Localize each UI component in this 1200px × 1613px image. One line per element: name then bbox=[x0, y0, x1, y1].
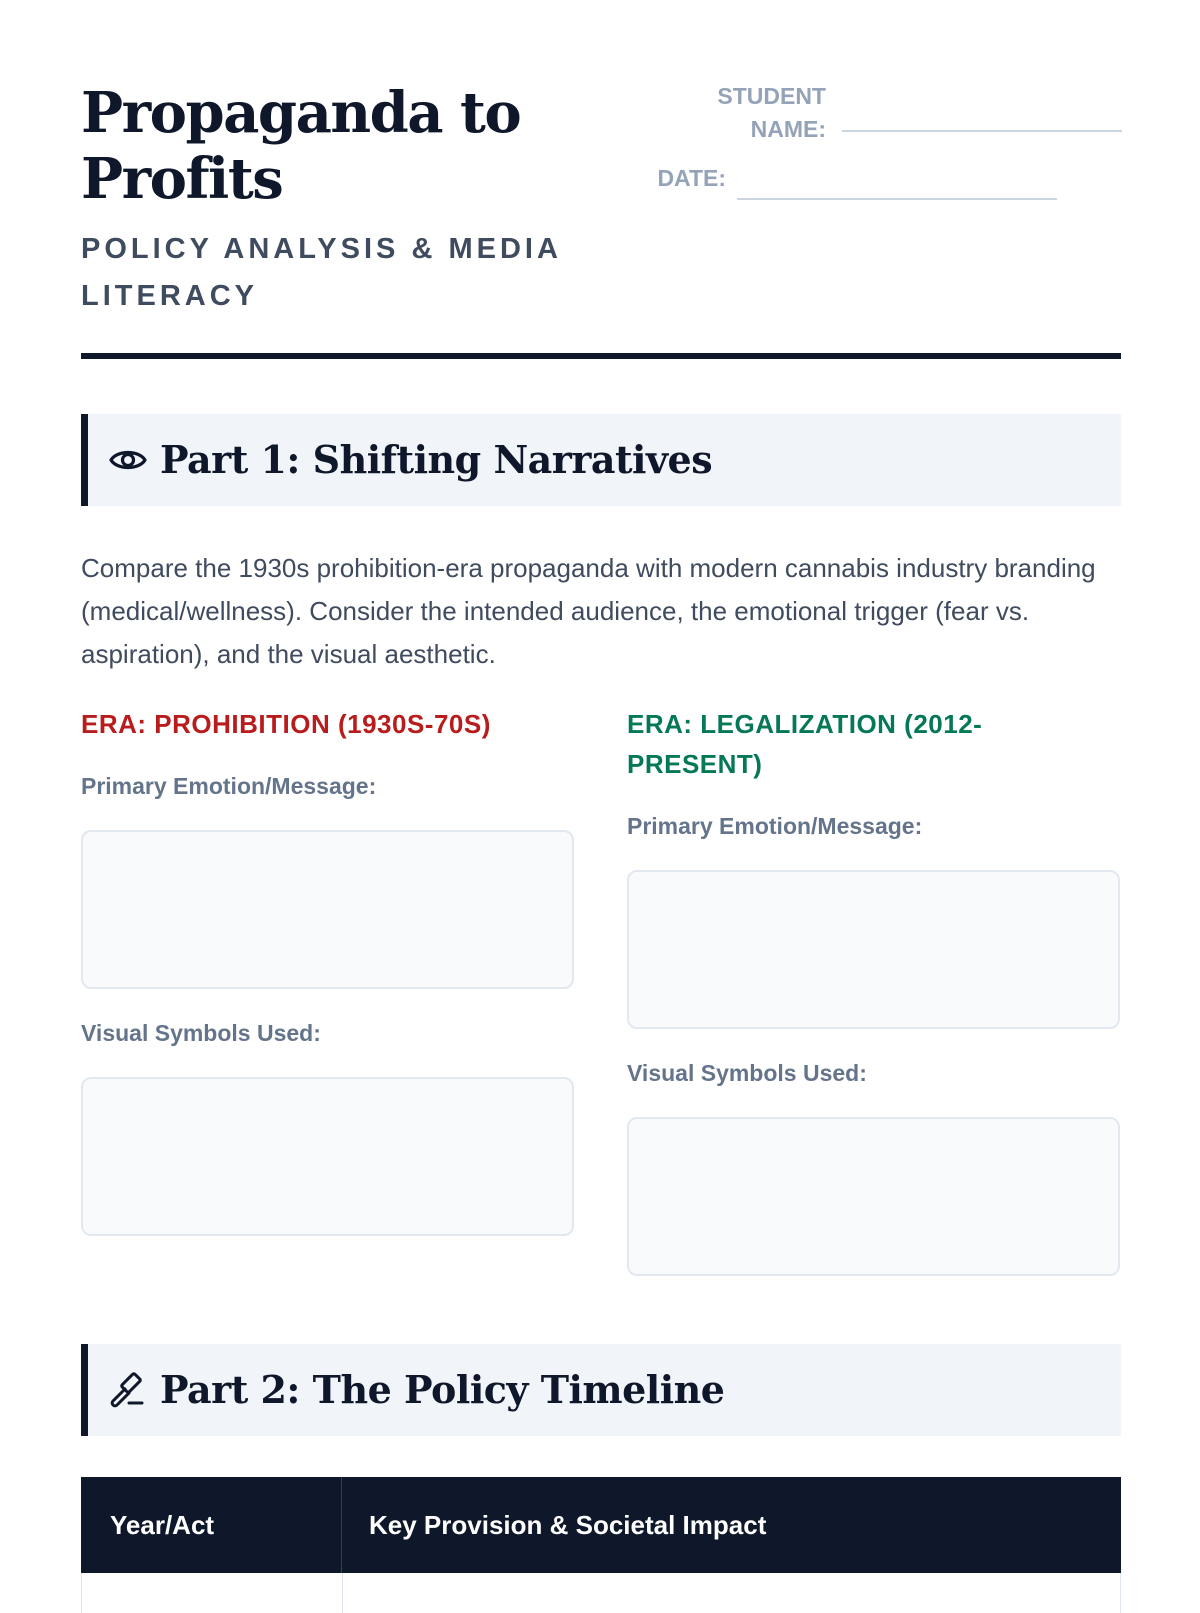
legalization-emotion-answer-box[interactable] bbox=[627, 870, 1120, 1029]
part1-instructions: Compare the 1930s prohibition-era propaganda with modern cannabis industry branding (medical/wellness). Consider the intended audience, the emotional trigger (fear vs. aspiration), and the visual aesthetic. bbox=[81, 553, 1096, 669]
era-prohibition-heading: ERA: PROHIBITION (1930S-70S) bbox=[81, 709, 491, 739]
student-name-label-line1: STUDENT bbox=[717, 83, 826, 109]
prohibition-symbols-answer-box[interactable] bbox=[81, 1077, 574, 1236]
part2-title: Part 2: The Policy Timeline bbox=[160, 1367, 725, 1412]
legalization-symbols-label: Visual Symbols Used: bbox=[627, 1060, 867, 1086]
student-name-field[interactable] bbox=[842, 130, 1122, 132]
worksheet-header bbox=[81, 80, 1121, 360]
date-field[interactable] bbox=[737, 198, 1057, 200]
table-header-row bbox=[81, 1477, 1121, 1573]
eye-icon bbox=[108, 440, 148, 480]
column-header-key-provision: Key Provision & Societal Impact bbox=[369, 1510, 767, 1540]
column-header-year-act: Year/Act bbox=[110, 1510, 215, 1540]
column-divider bbox=[342, 1573, 343, 1613]
worksheet-subtitle: POLICY ANALYSIS & MEDIA LITERACY bbox=[81, 233, 561, 312]
policy-timeline-table bbox=[81, 1477, 1121, 1613]
student-name-label-line2: NAME: bbox=[750, 116, 826, 142]
prohibition-emotion-answer-box[interactable] bbox=[81, 830, 574, 989]
part1-heading bbox=[81, 414, 1121, 506]
prohibition-symbols-label: Visual Symbols Used: bbox=[81, 1020, 321, 1046]
prohibition-emotion-label: Primary Emotion/Message: bbox=[81, 773, 377, 799]
part1-title: Part 1: Shifting Narratives bbox=[160, 437, 713, 482]
era-legalization-heading: ERA: LEGALIZATION (2012-PRESENT) bbox=[627, 709, 983, 779]
header-divider bbox=[81, 353, 1121, 359]
legalization-symbols-answer-box[interactable] bbox=[627, 1117, 1120, 1276]
worksheet-title: Propaganda to Profits bbox=[81, 80, 521, 212]
date-label: DATE: bbox=[657, 165, 726, 191]
column-divider bbox=[341, 1477, 342, 1573]
legalization-emotion-label: Primary Emotion/Message: bbox=[627, 813, 923, 839]
table-row bbox=[81, 1573, 1121, 1613]
gavel-icon bbox=[108, 1370, 148, 1410]
student-name-label bbox=[666, 80, 826, 146]
part2-heading bbox=[81, 1344, 1121, 1436]
